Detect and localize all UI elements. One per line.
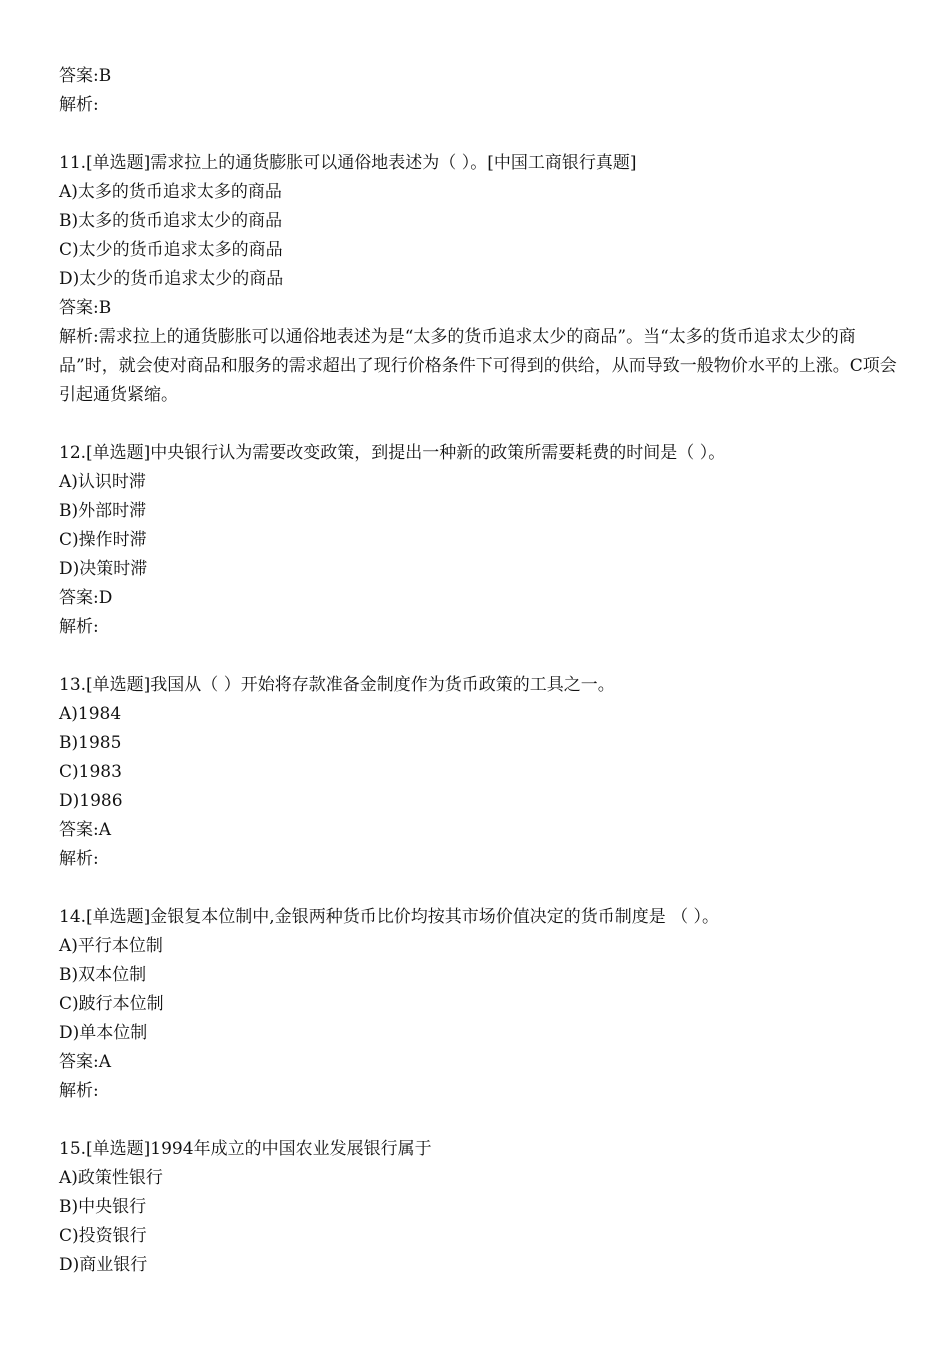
option-b: B)1985 bbox=[59, 733, 122, 753]
question-stem: 13.[单选题]我国从（ ）开始将存款准备金制度作为货币政策的工具之一。 bbox=[59, 675, 615, 695]
spacer bbox=[59, 410, 899, 439]
option-a: A)1984 bbox=[59, 704, 122, 724]
option-d: D)单本位制 bbox=[59, 1023, 148, 1043]
option-c: C)投资银行 bbox=[59, 1226, 147, 1246]
spacer bbox=[59, 874, 899, 903]
question-stem: 11.[单选题]需求拉上的通货膨胀可以通俗地表述为（ ）。[中国工商银行真题] bbox=[59, 153, 637, 173]
question-14 bbox=[59, 903, 899, 1106]
option-d: D)商业银行 bbox=[59, 1255, 148, 1275]
answer-line: 答案:B bbox=[59, 66, 112, 86]
question-stem: 14.[单选题]金银复本位制中,金银两种货币比价均按其市场价值决定的货币制度是 （ ）。 bbox=[59, 907, 720, 927]
analysis-line: 解析: bbox=[59, 849, 99, 869]
option-b: B)太多的货币追求太少的商品 bbox=[59, 211, 283, 231]
spacer bbox=[59, 642, 899, 671]
option-d: D)1986 bbox=[59, 791, 123, 811]
analysis-line: 解析: bbox=[59, 1081, 99, 1101]
option-a: A)政策性银行 bbox=[59, 1168, 163, 1188]
option-c: C)操作时滞 bbox=[59, 530, 147, 550]
option-b: B)中央银行 bbox=[59, 1197, 147, 1217]
analysis-line: 解析: bbox=[59, 95, 99, 115]
answer-line: 答案:B bbox=[59, 298, 112, 318]
option-c: C)跛行本位制 bbox=[59, 994, 164, 1014]
analysis-line: 解析: bbox=[59, 617, 99, 637]
option-a: A)平行本位制 bbox=[59, 936, 163, 956]
analysis-line: 解析:需求拉上的通货膨胀可以通俗地表述为是“太多的货币追求太少的商品”。当“太多的货币追求太少的商品”时，就会使对商品和服务的需求超出了现行价格条件下可得到的供给，从而导致一般物价水平的上涨。C项会引起通货紧缩。 bbox=[59, 327, 897, 405]
option-d: D)决策时滞 bbox=[59, 559, 148, 579]
answer-line: 答案:A bbox=[59, 1052, 112, 1072]
question-15 bbox=[59, 1135, 899, 1280]
option-c: C)1983 bbox=[59, 762, 122, 782]
option-d: D)太少的货币追求太少的商品 bbox=[59, 269, 284, 289]
document-page bbox=[59, 62, 899, 1280]
option-b: B)双本位制 bbox=[59, 965, 147, 985]
question-12 bbox=[59, 439, 899, 642]
spacer bbox=[59, 120, 899, 149]
spacer bbox=[59, 1106, 899, 1135]
option-a: A)认识时滞 bbox=[59, 472, 146, 492]
option-b: B)外部时滞 bbox=[59, 501, 147, 521]
answer-line: 答案:A bbox=[59, 820, 112, 840]
option-c: C)太少的货币追求太多的商品 bbox=[59, 240, 283, 260]
question-13 bbox=[59, 671, 899, 874]
previous-question-tail bbox=[59, 62, 899, 120]
option-a: A)太多的货币追求太多的商品 bbox=[59, 182, 282, 202]
answer-line: 答案:D bbox=[59, 588, 113, 608]
question-11 bbox=[59, 149, 899, 410]
question-stem: 12.[单选题]中央银行认为需要改变政策，到提出一种新的政策所需要耗费的时间是（ ）。 bbox=[59, 443, 726, 463]
question-stem: 15.[单选题]1994年成立的中国农业发展银行属于 bbox=[59, 1139, 432, 1159]
